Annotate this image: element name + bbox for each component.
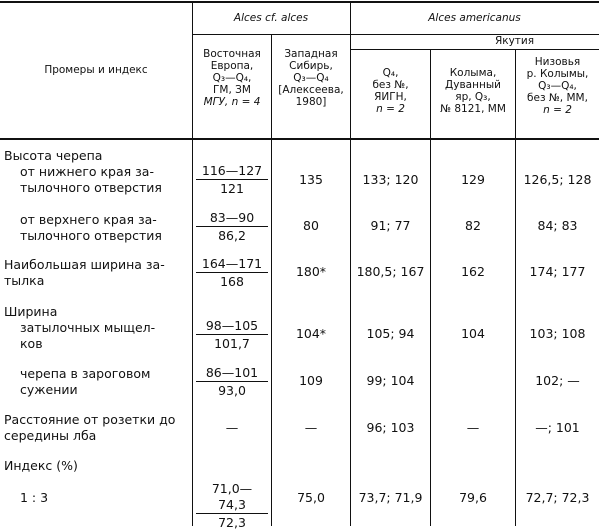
- row6-q4-value: 96; 103: [366, 420, 415, 435]
- row6-east-europe-value: —: [225, 420, 239, 435]
- row4-q4-value: 105; 94: [366, 326, 415, 341]
- row4-west-siberia-value: 104*: [295, 326, 327, 341]
- row2-label: от верхнего края за- тылочного отверстия: [20, 212, 162, 243]
- row1-kolyma-value: 129: [461, 172, 485, 187]
- row3-lower-kolyma-value: 174; 177: [529, 264, 586, 279]
- col-divider-4: [430, 49, 431, 526]
- row1-q4-value: 133; 120: [362, 172, 419, 187]
- header-yakutia: Якутия: [494, 35, 535, 47]
- header-kolyma-duvanny: Колыма, Дуванный яр, Q₃, № 8121, ММ: [440, 67, 506, 115]
- row2-kolyma-value: 82: [465, 218, 481, 233]
- header-measurements-index: Промеры и индекс: [44, 64, 148, 76]
- row2-lower-kolyma-value: 84; 83: [537, 218, 578, 233]
- row7-kolyma-value: 79,6: [459, 490, 487, 505]
- row3-east-europe-value: $\frac{164—171}{168}$: [196, 256, 268, 290]
- row7-west-siberia-value: 75,0: [297, 490, 325, 505]
- row3-label: Наибольшая ширина за- тылка: [4, 257, 165, 288]
- row5-label: черепа в зароговом сужении: [20, 366, 151, 397]
- section-index: Индекс (%): [4, 458, 78, 473]
- row6-west-siberia-value: —: [304, 420, 318, 435]
- section-skull-height: Высота черепа: [4, 148, 103, 163]
- section-width: Ширина: [4, 304, 58, 319]
- header-lower-kolyma: Низовья р. Колымы, Q₃—Q₄, без №, ММ, n = 2: [526, 56, 589, 116]
- row5-west-siberia-value: 109: [299, 373, 323, 388]
- row6-label: Расстояние от розетки до середины лба: [4, 412, 176, 443]
- row7-east-europe-value: $\frac{71,0—74,3}{72,3}$: [196, 481, 268, 531]
- row3-q4-value: 180,5; 167: [356, 264, 425, 279]
- header-alces-americanus: Alces americanus: [428, 12, 521, 24]
- header-east-europe: Восточная Европа, Q₃—Q₄, ГМ, ЗМ МГУ, n = 4: [203, 48, 261, 108]
- row7-q4-value: 73,7; 71,9: [358, 490, 423, 505]
- row4-lower-kolyma-value: 103; 108: [529, 326, 586, 341]
- row4-label: затылочных мыщел- ков: [20, 320, 156, 351]
- yakutia-header-rule: [350, 49, 599, 50]
- row6-kolyma-value: —: [466, 420, 480, 435]
- row1-west-siberia-value: 135: [299, 172, 323, 187]
- row1-lower-kolyma-value: 126,5; 128: [523, 172, 592, 187]
- row3-kolyma-value: 162: [461, 264, 485, 279]
- row2-west-siberia-value: 80: [303, 218, 319, 233]
- row1-label: от нижнего края за- тылочного отверстия: [20, 164, 162, 195]
- row7-lower-kolyma-value: 72,7; 72,3: [525, 490, 590, 505]
- row5-lower-kolyma-value: 102; —: [535, 373, 580, 388]
- header-q4-yign: Q₄, без №, ЯИГН, n = 2: [372, 67, 409, 115]
- col-divider-5: [515, 49, 516, 526]
- row2-east-europe-value: $\frac{83—90}{86,2}$: [196, 210, 268, 244]
- table-top-rule: [0, 1, 599, 3]
- row2-q4-value: 91; 77: [370, 218, 411, 233]
- header-bottom-rule: [0, 138, 599, 140]
- header-alces-cf-alces: Alces cf. alces: [233, 12, 309, 24]
- row1-east-europe-value: $\frac{116—127}{121}$: [196, 163, 268, 197]
- row3-west-siberia-value: 180*: [295, 264, 327, 279]
- row7-label: 1 : 3: [20, 490, 49, 505]
- header-west-siberia: Западная Сибирь, Q₃—Q₄ [Алексеева, 1980]: [278, 48, 344, 108]
- row5-east-europe-value: $\frac{86—101}{93,0}$: [196, 365, 268, 399]
- row4-east-europe-value: $\frac{98—105}{101,7}$: [196, 318, 268, 352]
- row5-q4-value: 99; 104: [366, 373, 415, 388]
- row6-lower-kolyma-value: —; 101: [535, 420, 580, 435]
- row4-kolyma-value: 104: [461, 326, 485, 341]
